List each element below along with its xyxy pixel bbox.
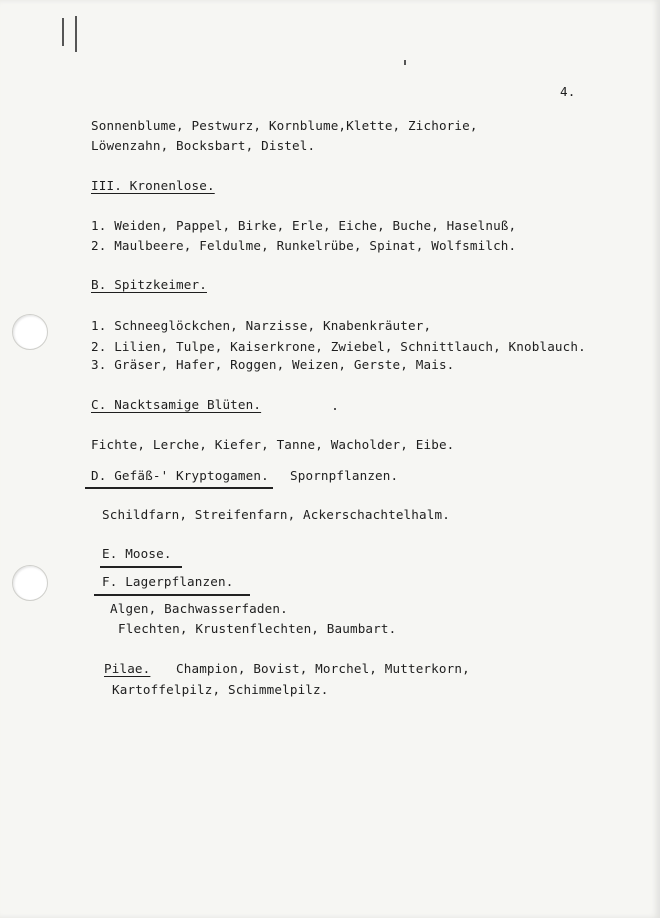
text-line: Champion, Bovist, Morchel, Mutterkorn, [176,661,470,676]
text-line: Schildfarn, Streifenfarn, Ackerschachtelhalm. [102,507,450,522]
section-heading-pilze: Pilae. [104,661,151,676]
text-line: Algen, Bachwasserfaden. [110,601,288,616]
text-line: Kartoffelpilz, Schimmelpilz. [112,682,329,697]
text-line: 1. Weiden, Pappel, Birke, Erle, Eiche, Buche, Haselnuß, [91,218,517,233]
text-line: Sonnenblume, Pestwurz, Kornblume,Klette, Zichorie, [91,118,478,133]
ink-speck [404,60,406,65]
section-heading-kronenlose: III. Kronenlose. [91,178,215,193]
section-heading-nacktsamige: C. Nacktsamige Blüten. [91,397,262,412]
text-line: Fichte, Lerche, Kiefer, Tanne, Wacholder, Eibe. [91,437,455,452]
heading-rule [85,487,273,489]
text-line: 1. Schneeglöckchen, Narzisse, Knabenkräuter, [91,318,432,333]
punch-hole-top [12,314,48,350]
ink-speck [334,408,336,410]
punch-hole-bottom [12,565,48,601]
section-heading-gefaess: D. Gefäß-' Kryptogamen. [91,468,269,483]
section-heading-lagerpflanzen: F. Lagerpflanzen. [102,574,234,589]
page-number: 4. [560,84,576,99]
staple-mark [75,16,77,52]
section-heading-moose: E. Moose. [102,546,172,561]
heading-annotation: Spornpflanzen. [290,468,399,483]
section-heading-spitzkeimer: B. Spitzkeimer. [91,277,207,292]
text-line: Flechten, Krustenflechten, Baumbart. [118,621,397,636]
text-line: 3. Gräser, Hafer, Roggen, Weizen, Gerste, Mais. [91,357,455,372]
staple-mark [62,18,64,46]
text-line: 2. Maulbeere, Feldulme, Runkelrübe, Spinat, Wolfsmilch. [91,238,517,253]
heading-rule [100,566,182,568]
text-line: 2. Lilien, Tulpe, Kaiserkrone, Zwiebel, Schnittlauch, Knoblauch. [91,339,586,354]
text-line: Löwenzahn, Bocksbart, Distel. [91,138,316,153]
heading-rule [94,594,250,596]
